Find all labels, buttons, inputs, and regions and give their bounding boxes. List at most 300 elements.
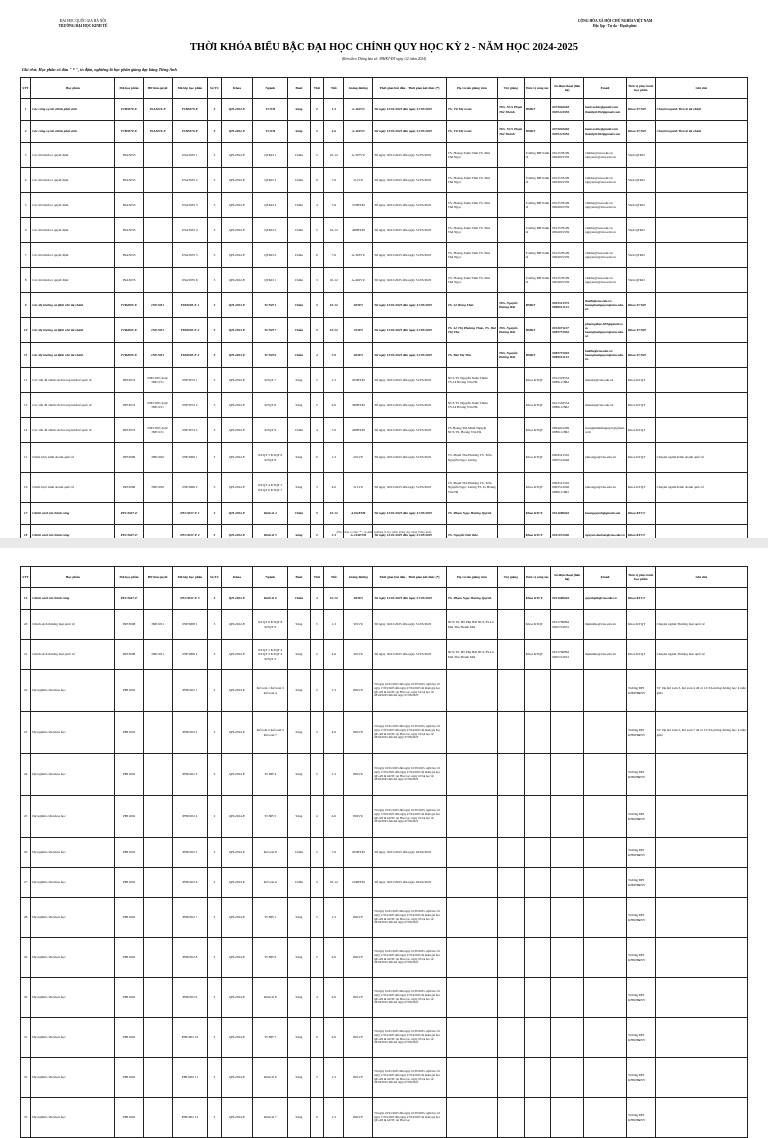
table-cell: 5 bbox=[310, 318, 323, 343]
table-cell: 3 bbox=[208, 473, 221, 503]
table-cell bbox=[143, 1058, 172, 1098]
table-cell: 10-12 bbox=[323, 318, 343, 343]
table-cell bbox=[551, 1018, 584, 1058]
table-cell: 1-3 bbox=[323, 1098, 343, 1138]
table-cell bbox=[143, 243, 172, 268]
table-cell: 4 bbox=[310, 343, 323, 368]
table-cell: QH-2024-E bbox=[221, 1098, 253, 1138]
table-cell bbox=[498, 193, 525, 218]
table-cell: 802VU bbox=[344, 796, 373, 838]
table-cell bbox=[143, 168, 172, 193]
table-cell: Các công cụ tài chính phái sinh bbox=[31, 99, 115, 121]
table-cell: INE1050 bbox=[143, 473, 172, 503]
column-header: Họ và tên giảng viên bbox=[446, 567, 497, 588]
table-cell: Viện QTKD bbox=[627, 268, 656, 293]
table-cell: Chính sách thương mại quốc tế bbox=[31, 610, 115, 640]
table-cell: PHI1002 bbox=[115, 838, 144, 868]
table-cell: QH-2022-E bbox=[221, 418, 253, 443]
table-cell bbox=[655, 1098, 747, 1138]
column-header: Thứ bbox=[310, 78, 323, 99]
table-cell: Dự nghiên cứu khoa học bbox=[31, 838, 115, 868]
table-cell: Từ ngày 16/01/2025 đến ngày 31/05/2025 bbox=[373, 473, 447, 503]
table-cell bbox=[498, 503, 525, 525]
table-cell bbox=[655, 393, 747, 418]
table-cell: QH-2022-E bbox=[221, 588, 253, 610]
table-cell bbox=[655, 243, 747, 268]
table-cell: TCNH bbox=[253, 121, 288, 143]
column-header: Mã học phần bbox=[115, 78, 144, 99]
table-cell: 3 bbox=[208, 503, 221, 525]
table-cell: Từ ngày 16/01/2025 đến ngày 31/05/2025 bbox=[373, 168, 447, 193]
table-cell: Từ ngày 16/01/2025 đến ngày 31/05/2025 bbox=[373, 268, 447, 293]
table-cell: Dự nghiên cứu khoa học bbox=[31, 868, 115, 898]
table-cell: QH-2022-E bbox=[221, 121, 253, 143]
table-cell bbox=[524, 712, 551, 754]
column-header: Đơn vị công tác bbox=[524, 78, 551, 99]
table-cell: Từ ngày 16/01/2025 đến ngày 31/05/2025 bbox=[373, 610, 447, 640]
table-cell: Chiều bbox=[288, 343, 311, 368]
column-header: Số TC bbox=[208, 567, 221, 588]
table-cell: QH-2024-E bbox=[221, 670, 253, 712]
table-cell bbox=[498, 1018, 525, 1058]
table-cell: Trường ĐH Kinh tế bbox=[524, 218, 551, 243]
table-cell bbox=[143, 978, 172, 1018]
table-cell: ThS. NCS Phạm Thế Thành bbox=[498, 121, 525, 143]
table-cell: Chính sách tài chính công bbox=[31, 588, 115, 610]
table-cell: 201VU bbox=[344, 443, 373, 473]
table-cell: 5 bbox=[310, 754, 323, 796]
table-cell: Sáng bbox=[288, 99, 311, 121]
table-cell: 0912769862 0905741631 bbox=[551, 610, 584, 640]
table-cell: 0904521545 0905512046 0989111862 bbox=[551, 473, 584, 503]
table-cell: 802VU bbox=[344, 1098, 373, 1138]
table-cell: Trường ĐH KHXH&NV bbox=[627, 838, 656, 868]
table-row bbox=[21, 1058, 748, 1098]
table-cell: PHI1002 bbox=[115, 712, 144, 754]
table-cell bbox=[551, 898, 584, 938]
table-cell: Dự nghiên cứu khoa học bbox=[31, 796, 115, 838]
table-cell: 4-6 bbox=[323, 121, 343, 143]
table-cell: INE1051 bbox=[143, 610, 172, 640]
table-cell: 5 bbox=[310, 503, 323, 525]
table-cell: QTKD 2 bbox=[253, 243, 288, 268]
table-cell bbox=[655, 588, 747, 610]
issuer-header bbox=[38, 19, 128, 29]
table-cell: A104E5M bbox=[344, 503, 373, 525]
table-cell bbox=[655, 868, 747, 898]
table-cell: Từ ngày 16/01/2025 đến ngày 31/05/2025 bbox=[373, 418, 447, 443]
table-cell: Viện QTKD bbox=[627, 243, 656, 268]
table-cell: Khoa KTQT bbox=[627, 393, 656, 418]
table-cell: 206HTM bbox=[344, 418, 373, 443]
table-cell: 31 bbox=[21, 1018, 31, 1058]
table-cell: Kinh tế 6 bbox=[253, 588, 288, 610]
table-cell: Các mô hình ra quyết định bbox=[31, 268, 115, 293]
column-header: Khóa bbox=[221, 567, 253, 588]
table-cell bbox=[498, 754, 525, 796]
table-cell: QH-2022-E bbox=[221, 503, 253, 525]
table-cell: Khoa KTQT bbox=[627, 473, 656, 503]
table-cell: quynhpth@vnu.edu.vn bbox=[584, 588, 627, 610]
table-cell bbox=[143, 670, 172, 712]
table-cell: 17 bbox=[21, 503, 31, 525]
table-cell bbox=[446, 1058, 497, 1098]
table-cell: Chuyên ngành Kinh doanh quốc tế bbox=[655, 443, 747, 473]
table-cell: Sáng bbox=[288, 473, 311, 503]
table-cell: Từ ngày 16/01/2025 đến ngày 31/05/2025 bbox=[373, 143, 447, 168]
table-cell: Các mô hình ra quyết định bbox=[31, 168, 115, 193]
table-cell: 15 bbox=[21, 443, 31, 473]
table-cell: Trường ĐH Kinh tế bbox=[524, 168, 551, 193]
table-cell: INE3074 2 bbox=[172, 393, 208, 418]
table-cell: 2 bbox=[310, 99, 323, 121]
table-cell: 3 bbox=[208, 193, 221, 218]
table-cell: QH-2022-E bbox=[221, 168, 253, 193]
table-cell: 23 bbox=[21, 712, 31, 754]
table-cell: BMKT bbox=[524, 343, 551, 368]
table-row bbox=[21, 121, 748, 143]
timetable-table-2 bbox=[20, 566, 748, 1138]
table-cell: 3 bbox=[208, 343, 221, 368]
table-cell: Trường ĐH Kinh tế bbox=[524, 143, 551, 168]
table-cell: 5 bbox=[310, 898, 323, 938]
timetable-table-1 bbox=[20, 77, 748, 547]
table-cell: Sáng bbox=[288, 712, 311, 754]
table-cell: Từ ngày 13/01/2025 đến ngày 31/05/2025 bbox=[373, 293, 447, 318]
national-header bbox=[560, 19, 670, 29]
table-cell: 0912578199 0904001559 bbox=[551, 268, 584, 293]
table-cell bbox=[551, 712, 584, 754]
table-cell bbox=[524, 670, 551, 712]
table-cell: Các vấn đề chính sách trong kinh tế quốc tế bbox=[31, 418, 115, 443]
table-cell: thiennx@vnu.edu.vn bbox=[584, 393, 627, 418]
table-cell: Khoa KTQT bbox=[627, 368, 656, 393]
table-cell: 21 bbox=[21, 640, 31, 670]
table-cell: FIB2005-E 2 bbox=[172, 318, 208, 343]
column-header: Thứ bbox=[310, 567, 323, 588]
table-cell: 3 bbox=[208, 393, 221, 418]
table-cell: Viện QTKD bbox=[627, 193, 656, 218]
table-cell: PEC3027-E 1 bbox=[172, 503, 208, 525]
table-cell: 1-3 bbox=[323, 525, 343, 547]
table-cell: 25 bbox=[21, 796, 31, 838]
table-cell: 0914689662 bbox=[551, 588, 584, 610]
table-cell: vinhhx@vnu.edu.vn nguyenxt@vnu.edu.vn bbox=[584, 168, 627, 193]
table-cell bbox=[524, 796, 551, 838]
table-cell: 7 bbox=[21, 243, 31, 268]
column-header: Học phần bbox=[31, 567, 115, 588]
table-cell: Các mô hình ra quyết định bbox=[31, 193, 115, 218]
table-cell: INE3069 bbox=[115, 473, 144, 503]
table-cell bbox=[524, 1058, 551, 1098]
table-cell: TS. Hoàng Xuân Vinh TS. Mai Thế Ngọc bbox=[446, 218, 497, 243]
table-cell bbox=[498, 268, 525, 293]
table-cell: QH-2022-E bbox=[221, 640, 253, 670]
table-cell: 32 bbox=[21, 1058, 31, 1098]
table-cell: TCNH 7 bbox=[253, 1018, 288, 1058]
table-cell: Từ ngày 13/01/2025 đến ngày 31/05/2025 bbox=[373, 121, 447, 143]
table-cell: PEC3027-E 2 bbox=[172, 525, 208, 547]
table-row bbox=[21, 1098, 748, 1138]
table-cell: PHI1002 4 bbox=[172, 796, 208, 838]
table-cell: 0912578199 0904001559 bbox=[551, 168, 584, 193]
table-cell: QH-2023-E bbox=[221, 343, 253, 368]
table-cell bbox=[446, 796, 497, 838]
table-cell: A-104E5M bbox=[344, 525, 373, 547]
table-cell: 4 bbox=[310, 588, 323, 610]
table-cell: 14 bbox=[21, 418, 31, 443]
table-cell bbox=[551, 796, 584, 838]
table-cell: 19 bbox=[21, 588, 31, 610]
table-cell: Chiều bbox=[288, 868, 311, 898]
table-cell: 3 bbox=[310, 712, 323, 754]
table-cell: Từ ngày 13/01/2025 đến ngày 31/05/2025 bbox=[373, 525, 447, 547]
table-cell: Từ ngày 16/01/2025 đến ngày 10/05/2025, nghỉ học từ ngày 17/03/2025 đến ngày 27/04/2025 để tham gia học QP-AN & GDTC tại Hòa Lạc bbox=[373, 1098, 447, 1138]
table-cell: FIB2005-E 1 bbox=[172, 293, 208, 318]
table-cell: TCNH 5 bbox=[253, 796, 288, 838]
table-cell: Dự nghiên cứu khoa học bbox=[31, 898, 115, 938]
table-cell: QH-2024-E bbox=[221, 938, 253, 978]
table-cell: Khoa TCNH bbox=[627, 318, 656, 343]
table-cell: Từ ngày 13/01/2025 đến ngày 31/05/2025 bbox=[373, 318, 447, 343]
table-cell: Kế toán 8 bbox=[253, 838, 288, 868]
table-cell bbox=[446, 1098, 497, 1138]
table-cell bbox=[655, 938, 747, 978]
table-cell: INE3074 bbox=[115, 418, 144, 443]
table-cell: 1-3 bbox=[323, 754, 343, 796]
table-cell: Viện QTKD bbox=[627, 218, 656, 243]
table-row bbox=[21, 610, 748, 640]
table-cell: Khoa KTQT bbox=[524, 418, 551, 443]
table-cell: Sáng bbox=[288, 121, 311, 143]
table-cell: 0912769862 0905741631 bbox=[551, 640, 584, 670]
table-cell: KTQT 8 bbox=[253, 393, 288, 418]
national-line-2: Độc lập - Tự do - Hạnh phúc bbox=[593, 24, 637, 28]
table-cell: FIB3070-E bbox=[172, 121, 208, 143]
table-cell: Trường ĐH Kinh tế bbox=[524, 268, 551, 293]
table-row bbox=[21, 99, 748, 121]
table-cell: Chuyên ngành Kinh doanh quốc tế bbox=[655, 473, 747, 503]
table-cell: 211VU bbox=[344, 473, 373, 503]
column-header: Đơn vị công tác bbox=[524, 567, 551, 588]
table-cell bbox=[143, 712, 172, 754]
table-cell: TS. Vũ Thị Loan bbox=[446, 99, 497, 121]
table-cell: Dự nghiên cứu khoa học bbox=[31, 978, 115, 1018]
page-separator bbox=[0, 538, 768, 548]
table-header-row bbox=[21, 567, 748, 588]
table-cell: Trường ĐH KHXH&NV bbox=[627, 1098, 656, 1138]
column-header: Tiết bbox=[323, 567, 343, 588]
table-cell: Từ ngày 16/01/2025 đến ngày 10/05/2025, nghỉ học từ ngày 17/03/2025 đến ngày 27/04/2025 để tham gia học QP-AN & GDTC tại Hòa Lạc, ngày trở lại học từ 28/04/2025 đến hết ngày 07/06/2025 bbox=[373, 1018, 447, 1058]
table-cell: Chiều bbox=[288, 193, 311, 218]
table-cell: Khoa KTCT bbox=[524, 525, 551, 547]
table-cell: Từ ngày 16/01/2025 đến ngày 26/04/2025 bbox=[373, 838, 447, 868]
table-cell: Từ ngày 16/01/2025 đến ngày 10/05/2025, nghỉ học từ ngày 17/03/2025 đến ngày 27/04/2025 để tham gia học QP-AN & GDTC tại Hòa Lạc, ngày trở lại học từ 28/04/2025 đến hết ngày 07/06/2025 bbox=[373, 1058, 447, 1098]
table-cell: PHI1002 bbox=[115, 868, 144, 898]
table-row bbox=[21, 796, 748, 838]
table-cell: Kế toán 6 bbox=[253, 868, 288, 898]
table-cell bbox=[584, 938, 627, 978]
table-row bbox=[21, 503, 748, 525]
column-header: Trợ giảng bbox=[498, 567, 525, 588]
table-cell: SV lớp Kế toán 5, Kế toán 7 đã có CCTA tương đương học 4 tuần giữa bbox=[655, 712, 747, 754]
table-cell: Viện QTKD bbox=[627, 168, 656, 193]
table-cell: PEC3027-E bbox=[115, 588, 144, 610]
table-cell: BMKT bbox=[524, 318, 551, 343]
table-cell: QH-2022-E bbox=[221, 610, 253, 640]
table-cell: QH-2024-E bbox=[221, 898, 253, 938]
table-cell: INE3008 bbox=[115, 610, 144, 640]
table-cell: 4-6 bbox=[323, 640, 343, 670]
table-cell: NCS.TS. Hồ Phú Hải NCS.TS.Lê Mai Thu Thanh Mai bbox=[446, 640, 497, 670]
table-cell: PHI1002 7 bbox=[172, 898, 208, 938]
table-cell: Chiều bbox=[288, 243, 311, 268]
table-cell: PHI1002 bbox=[115, 1098, 144, 1138]
table-cell: TCNH 1 bbox=[253, 293, 288, 318]
table-cell: 7-9 bbox=[323, 243, 343, 268]
table-cell: Từ ngày 13/01/2025 đến ngày 31/05/2025 bbox=[373, 588, 447, 610]
table-cell: 5 bbox=[310, 610, 323, 640]
table-cell bbox=[498, 640, 525, 670]
table-cell: TS. Vũ Thị Loan bbox=[446, 121, 497, 143]
table-cell bbox=[551, 868, 584, 898]
table-cell: Trường ĐH KHXH&NV bbox=[627, 1058, 656, 1098]
column-header: Thời gian bắt đầu - Thời gian kết thúc (*) bbox=[373, 567, 447, 588]
table-cell bbox=[498, 168, 525, 193]
table-cell: Chính sách thương mại quốc tế bbox=[31, 640, 115, 670]
table-cell: QH-2024-E bbox=[221, 712, 253, 754]
table-cell: 802VU bbox=[344, 712, 373, 754]
column-header: Đơn vị phụ trách học phần bbox=[627, 78, 656, 99]
table-cell: Sáng bbox=[288, 796, 311, 838]
table-row bbox=[21, 143, 748, 168]
table-cell: 6 bbox=[310, 243, 323, 268]
table-cell: Chuyên ngành Tiền tệ tài chính bbox=[655, 99, 747, 121]
table-cell: Sáng bbox=[288, 1058, 311, 1098]
table-cell bbox=[655, 343, 747, 368]
table-cell: PEC3027-E bbox=[115, 503, 144, 525]
table-cell: 6 bbox=[310, 168, 323, 193]
table-cell: Chuyên ngành Thương mại quốc tế bbox=[655, 610, 747, 640]
table-cell: Từ ngày 13/01/2025 đến ngày 31/05/2025 bbox=[373, 343, 447, 368]
table-cell: huongquynh@gmail.com bbox=[584, 503, 627, 525]
table-cell bbox=[584, 978, 627, 1018]
column-header: Buổi bbox=[288, 567, 311, 588]
table-cell bbox=[551, 838, 584, 868]
table-cell: KTQT 5 KTQT 6 KTQT 8 bbox=[253, 443, 288, 473]
table-cell: Từ ngày 16/01/2025 đến ngày 10/05/2025, nghỉ học từ ngày 17/03/2025 đến ngày 27/04/2025 để tham gia học QP-AN & GDTC tại Hòa Lạc, ngày trở lại học từ 28/04/2025 đến hết ngày 07/06/2025 bbox=[373, 938, 447, 978]
table-cell: INE3069 1 bbox=[172, 443, 208, 473]
table-cell bbox=[655, 503, 747, 525]
table-cell: QTKD 1 bbox=[253, 268, 288, 293]
table-cell bbox=[143, 898, 172, 938]
table-cell: 205HTM bbox=[344, 368, 373, 393]
table-cell: 802VU bbox=[344, 754, 373, 796]
table-cell: TS. Hoàng Xuân Vinh TS. Mai Thế Ngọc bbox=[446, 243, 497, 268]
column-header: STT bbox=[21, 78, 31, 99]
table-cell: A-303VU bbox=[344, 243, 373, 268]
table-cell: TCNH bbox=[253, 99, 288, 121]
table-cell: 1-3 bbox=[323, 670, 343, 712]
table-cell: 9 bbox=[21, 293, 31, 318]
table-cell: 1-3 bbox=[323, 443, 343, 473]
table-cell bbox=[551, 670, 584, 712]
table-cell: QH-2022-E bbox=[221, 473, 253, 503]
table-cell: 3 bbox=[310, 868, 323, 898]
table-row bbox=[21, 193, 748, 218]
table-cell: Kinh tế 4 bbox=[253, 503, 288, 525]
table-cell bbox=[551, 1058, 584, 1098]
table-row bbox=[21, 588, 748, 610]
table-cell: 102HTM bbox=[344, 193, 373, 218]
table-cell: 2 bbox=[208, 868, 221, 898]
table-cell: Khoa KTQT bbox=[524, 610, 551, 640]
table-cell: 1-3 bbox=[323, 1058, 343, 1098]
table-cell bbox=[143, 588, 172, 610]
column-header: Ngành bbox=[253, 567, 288, 588]
table-cell bbox=[498, 670, 525, 712]
table-cell: 5 bbox=[21, 193, 31, 218]
table-cell: INA3035 bbox=[115, 218, 144, 243]
table-cell: Sáng bbox=[288, 393, 311, 418]
table-cell: Khoa TCNH bbox=[627, 99, 656, 121]
table-cell: Chiến lược kinh doanh quốc tế bbox=[31, 473, 115, 503]
table-cell bbox=[498, 1058, 525, 1098]
table-cell: PHI1002 8 bbox=[172, 938, 208, 978]
table-cell: 3 bbox=[310, 121, 323, 143]
table-cell bbox=[143, 1018, 172, 1058]
table-cell bbox=[143, 1098, 172, 1138]
table-cell: INA3035 5 bbox=[172, 243, 208, 268]
table-cell: PHI1002 bbox=[115, 670, 144, 712]
table-cell: QTKD 4 bbox=[253, 193, 288, 218]
table-cell: INA3035 bbox=[115, 243, 144, 268]
table-cell: Các mô hình ra quyết định bbox=[31, 143, 115, 168]
table-cell: Dự nghiên cứu khoa học bbox=[31, 670, 115, 712]
table-row bbox=[21, 218, 748, 243]
table-cell: Từ ngày 16/01/2025 đến ngày 31/05/2025 bbox=[373, 443, 447, 473]
table-cell: SV lớp Kế toán 3, Kế toán 4 đã có CCTA tương đương học 4 tuần giữa bbox=[655, 670, 747, 712]
table-cell: INA3035 3 bbox=[172, 193, 208, 218]
table-cell: QH-2022-E bbox=[221, 218, 253, 243]
table-cell bbox=[143, 868, 172, 898]
table-cell: 2 bbox=[310, 670, 323, 712]
table-cell bbox=[524, 1098, 551, 1138]
table-cell: 406HTM bbox=[344, 218, 373, 243]
table-cell bbox=[524, 898, 551, 938]
table-cell: PHI1002 bbox=[115, 898, 144, 938]
table-cell bbox=[143, 143, 172, 168]
table-cell: 301VU bbox=[344, 610, 373, 640]
table-cell: Khoa KTQT bbox=[627, 418, 656, 443]
table-cell: Kinh tế 7 bbox=[253, 1098, 288, 1138]
table-cell: 10-12 bbox=[323, 268, 343, 293]
table-cell: TS. Lê Thị Phương Thảo, TS. Bùi Thị Thu bbox=[446, 318, 497, 343]
table-cell: Từ ngày 16/01/2025 đến ngày 10/05/2025, nghỉ học từ ngày 17/03/2025 đến ngày 27/04/2025 để tham gia học QP-AN & GDTC tại Hòa Lạc, ngày trở lại học từ 28/04/2025 đến hết ngày 07/06/2025 bbox=[373, 754, 447, 796]
table-row bbox=[21, 293, 748, 318]
table-cell: TS. Lê Hồng Thái bbox=[446, 293, 497, 318]
table-cell: 0912578199 0904001559 bbox=[551, 143, 584, 168]
table-cell: 4 bbox=[21, 168, 31, 193]
table-cell: Từ ngày 16/01/2025 đến ngày 10/05/2025, nghỉ học từ ngày 17/03/2025 đến ngày 27/04/2025 để tham gia học QP-AN & GDTC tại Hòa Lạc, ngày trở lại học từ 28/04/2025 đến hết ngày 07/06/2025 bbox=[373, 796, 447, 838]
table-cell: QH-2024-E bbox=[221, 868, 253, 898]
table-cell: TCNH 6 bbox=[253, 938, 288, 978]
table-cell: 3 bbox=[208, 318, 221, 343]
column-header: Họ và tên giảng viên bbox=[446, 78, 497, 99]
table-cell bbox=[498, 143, 525, 168]
table-cell: Kinh tế 8 bbox=[253, 978, 288, 1018]
table-row bbox=[21, 443, 748, 473]
